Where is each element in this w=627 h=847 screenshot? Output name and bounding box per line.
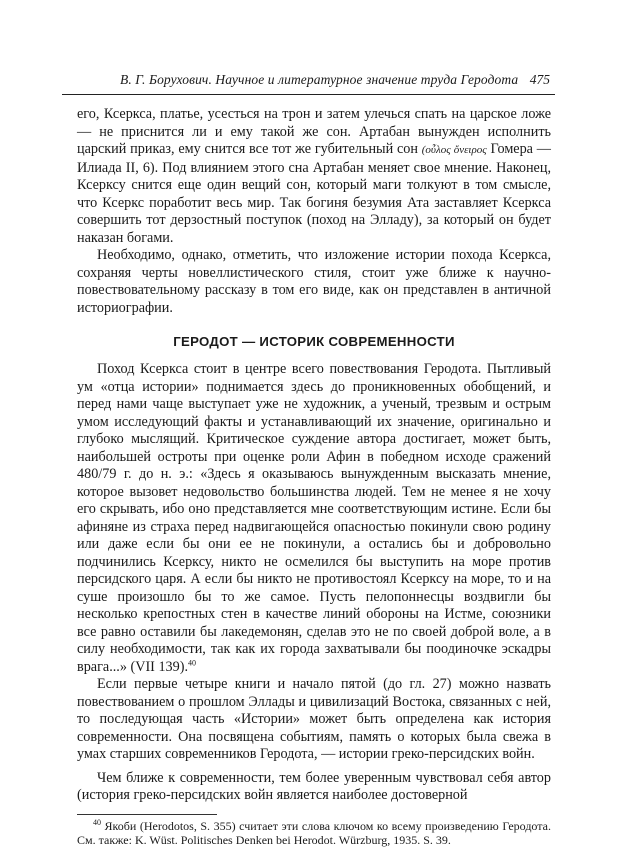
- greek-quote: (οὖλος ὄνειρος: [421, 144, 487, 156]
- paragraph-3: [77, 361, 551, 676]
- paragraph-1: [77, 106, 551, 247]
- main-text: [77, 106, 551, 847]
- paragraph-3-text: Поход Ксеркса стоит в центре всего повествования Геродота. Пытливый ум «отца истории» поднимается здесь до проникновенных обобщений, и перед нами чаще выступает уже не художник, а ученый, трезвым и острым умом исследующий факты и устанавливающий их значение, оригинально и глубоко мыслящий. Критическое суждение автора достигает, может быть, наибольшей остроты при оценке роли Афин в победном исходе сражений 480/79 г. до н. э.: «Здесь я оказываюсь вынужденным высказать мнение, которое вызовет недовольство большинства людей. Тем не менее я не хочу его скрывать, ибо оно представляется мне соответствующим истине. Если бы афиняне из страха перед надвигающейся опасностью покинули свою родину или даже если бы они ее не покинули, а остались бы и добровольно подчинились Ксерксу, никто не осмелился бы выступить на море против персидского царя. А если бы никто не противостоял Ксерксу на море, то и на суше произошло бы то же самое. Пусть пелопоннесцы воздвигли бы несколько крепостных стен в качестве линий обороны на Истме, союзники все равно оставили бы лакедемонян, сделав это не по своей доброй воле, а в силу необходимости, так как их города захватывали бы поодиночке эскадры врага...» (VII 139).: [77, 361, 551, 675]
- paragraph-5: Чем ближе к современности, тем более уверенным чувствовал себя автор (история греко-персидских войн является наиболее достоверной: [77, 769, 551, 803]
- running-title: В. Г. Борухович. Научное и литературное значение труда Геродота: [120, 72, 519, 87]
- paragraph-4: Если первые четыре книги и начало пятой (до гл. 27) можно назвать повествованием о прошлом Эллады и цивилизаций Востока, связанных с ней, то последующая часть «Истории» может быть определена как история современности. Она посвящена событиям, память о которых была свежа в умах старших современников Геродота, — истории греко-персидских войн.: [77, 676, 551, 762]
- running-header: [62, 72, 552, 90]
- paragraph-1-part-b: Гомера — Илиада II, 6). Под влиянием этого сна Артабан меняет свое мнение. Наконец, Ксерксу снится еще один вещий сон, который маги толкуют в том смысле, что Ксеркс поработит весь мир. Так богиня безумия Ата заставляет Ксеркса совершить тот дерзостный поступок (поход на Элладу), за который он будет наказан богами.: [77, 141, 551, 246]
- section-heading: ГЕРОДОТ — ИСТОРИК СОВРЕМЕННОСТИ: [173, 334, 455, 349]
- header-rule: [62, 94, 555, 95]
- footnote-reference: 40: [188, 657, 197, 667]
- paragraph-1-part-a: его, Ксеркса, платье, усесться на трон и затем улечься спать на царское ложе — не приснится ли и ему такой же сон. Артабан вынужден исполнить царский приказ, ему снится все тот же губительный сон: [77, 106, 551, 157]
- footnote-rule: [77, 814, 217, 815]
- footnote: [77, 819, 551, 847]
- footnote-mark: 40: [93, 817, 101, 827]
- footnote-text: Якоби (Herodotos, S. 355) считает эти слова ключом ко всему произведению Геродота. См. также: K. Wüst. Politisches Denken bei Herodot. Würzburg, 1935. S. 39.: [77, 818, 551, 847]
- paragraph-2: Необходимо, однако, отметить, что изложение истории похода Ксеркса, сохраняя черты новеллистического стиля, стоит уже ближе к научно-повествовательному рассказу в том его виде, как он представлен в античной историографии.: [77, 247, 551, 316]
- page-number: 475: [529, 72, 550, 87]
